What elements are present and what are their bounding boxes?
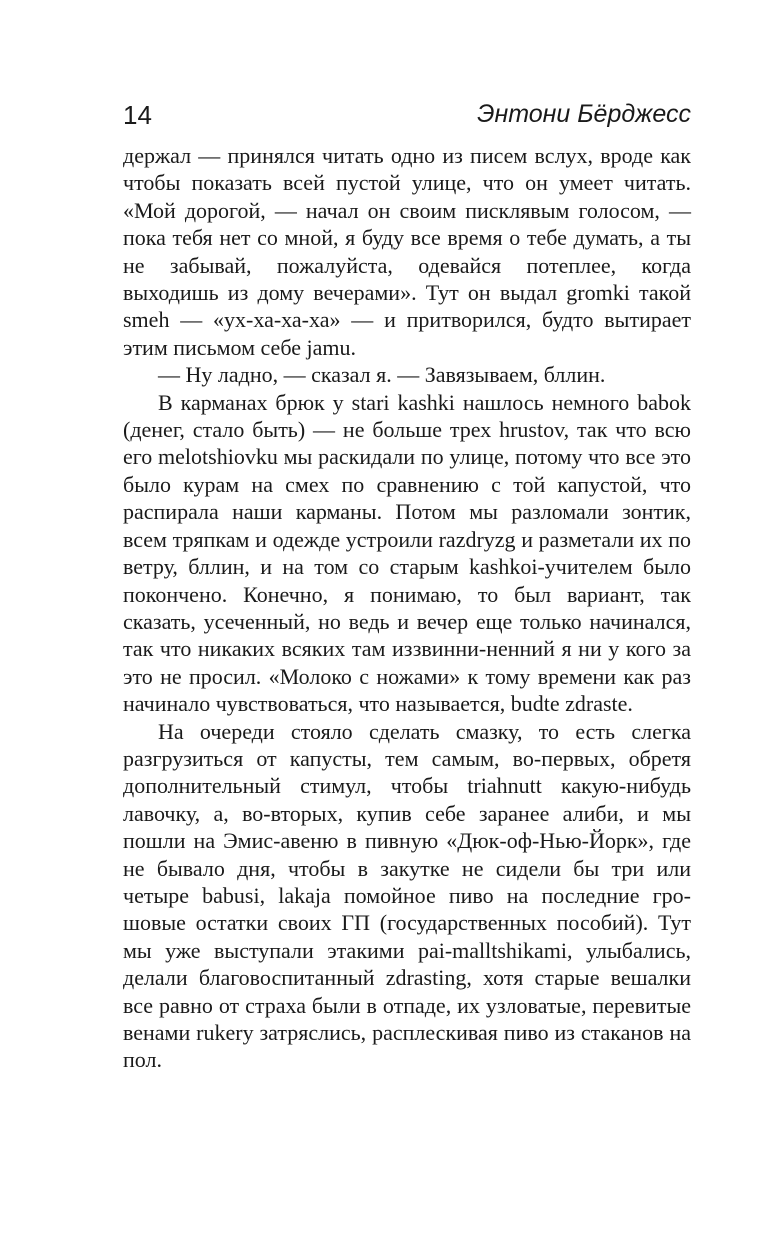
body-text: [123, 142, 691, 1074]
page-header: [123, 96, 691, 142]
page-number: 14: [123, 100, 152, 130]
paragraph: В карманах брюк у stari kashki нашлось немного babok (денег, стало быть) — не больше трех hrustov, так что всю его melotshiovku мы раскидали по улице, потому что все это было курам на смех по сравнению с той капустой, что распирала наши карманы. Потом мы разломали зонтик, всем тряпкам и одежде устроили razdryzg и разметали их по ветру, бллин, и на том со старым kashkoi-учителем было покончено. Конечно, я понимаю, то был вариант, так сказать, усеченный, но ведь и вечер еще только начинался, так что никаких всяких там иззвинни-ненний я ни у кого за это не просил. «Молоко с ножами» к тому времени как раз начинало чувствоваться, что называется, budte zdraste.: [123, 389, 691, 717]
paragraph: — Ну ладно, — сказал я. — Завязываем, бллин.: [158, 362, 606, 388]
paragraph: На очереди стояло сделать смазку, то есть слегка разгрузиться от капусты, тем самым, во-первых, обретя дополнительный стимул, чтобы triahnutt какую-нибудь лавочку, а, во-вторых, купив себе заранее алиби, и мы пошли на Эмис-авеню в пивную «Дюк-оф-Нью-Йорк», где не бывало дня, чтобы в закутке не сидели бы три или четыре babusi, lakaja помойное пиво на последние грошовые остатки своих ГП (государственных пособий). Тут мы уже выступали этакими pai-malltshikami, улыбались, делали благовоспитанный zdrasting, хотя старые вешалки все равно от страха были в отпаде, их узловатые, перевитые венами rukery затряслись, расплескивая пиво из стаканов на пол.: [123, 718, 691, 1073]
book-page: [123, 96, 691, 1074]
running-head-author: Энтони Бёрджесс: [477, 100, 691, 128]
paragraph: держал — принялся читать одно из писем вслух, вроде как чтобы показать всей пустой улице, что он умеет читать. «Мой дорогой, — начал он своим писклявым голосом, — пока тебя нет со мной, я буду все время о тебе думать, а ты не забывай, пожалуйста, одевайся потеплее, когда выходишь из дому вечерами». Тут он выдал gromki такой smeh — «ух-ха-ха-ха» — и притворился, будто вытирает этим письмом себе jamu.: [123, 143, 691, 360]
